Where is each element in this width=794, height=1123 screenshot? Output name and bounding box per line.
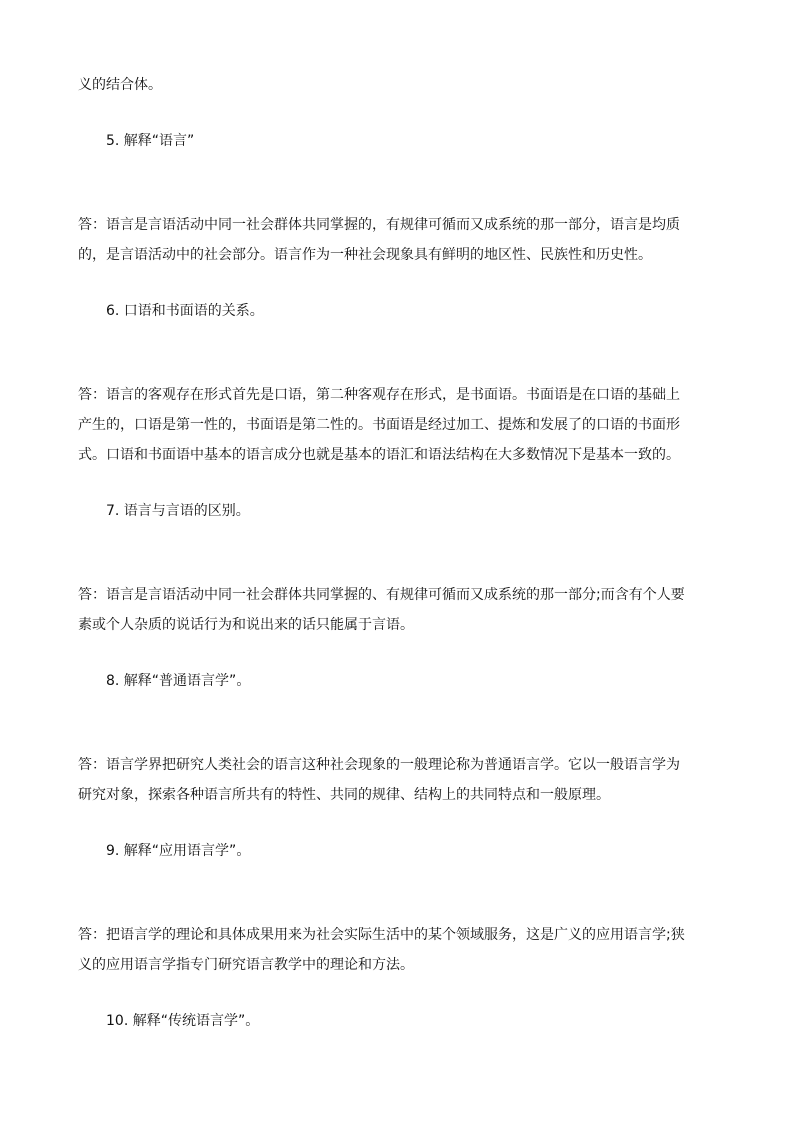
question-8: 8. 解释“普通语言学”。	[106, 673, 251, 689]
answer-5-line-2: 的，是言语活动中的社会部分。语言作为一种社会现象具有鲜明的地区性、民族性和历史性。	[78, 247, 652, 263]
answer-9-line-2: 义的应用语言学指专门研究语言教学中的理论和方法。	[78, 957, 414, 973]
question-10: 10. 解释“传统语言学”。	[106, 1013, 260, 1029]
paragraph-continuation: 义的结合体。	[78, 77, 162, 93]
answer-6-line-3: 式。口语和书面语中基本的语言成分也就是基本的语汇和语法结构在大多数情况下是基本一致的。	[78, 447, 680, 463]
answer-7-line-2: 素或个人杂质的说话行为和说出来的话只能属于言语。	[78, 617, 414, 633]
answer-8-line-2: 研究对象，探索各种语言所共有的特性、共同的规律、结构上的共同特点和一般原理。	[78, 787, 610, 803]
question-6: 6. 口语和书面语的关系。	[106, 303, 264, 319]
answer-6-line-1: 答：语言的客观存在形式首先是口语，第二种客观存在形式，是书面语。书面语是在口语的基础上	[78, 387, 680, 403]
question-7: 7. 语言与言语的区别。	[106, 503, 250, 519]
question-9: 9. 解释“应用语言学”。	[106, 843, 251, 859]
answer-9-line-1: 答：把语言学的理论和具体成果用来为社会实际生活中的某个领域服务，这是广义的应用语言学;狭	[78, 927, 685, 943]
answer-6-line-2: 产生的，口语是第一性的，书面语是第二性的。书面语是经过加工、提炼和发展了的口语的书面形	[78, 417, 680, 433]
answer-8-line-1: 答：语言学界把研究人类社会的语言这种社会现象的一般理论称为普通语言学。它以一般语言学为	[78, 757, 680, 773]
answer-7-line-1: 答：语言是言语活动中同一社会群体共同掌握的、有规律可循而又成系统的那一部分;而含有个人要	[78, 587, 685, 603]
question-5: 5. 解释“语言”	[106, 133, 195, 149]
answer-5-line-1: 答：语言是言语活动中同一社会群体共同掌握的，有规律可循而又成系统的那一部分，语言是均质	[78, 217, 680, 233]
